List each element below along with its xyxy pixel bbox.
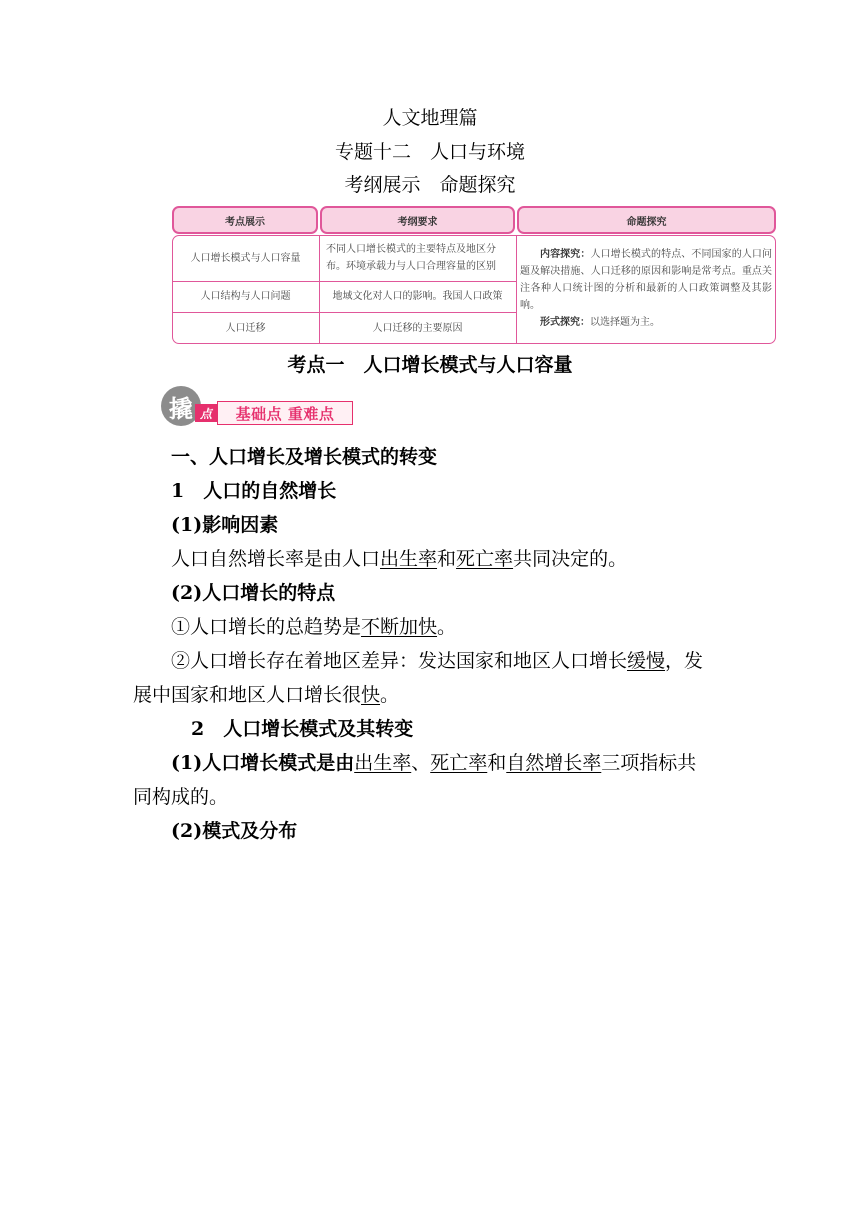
content-explore-label: 内容探究： — [540, 249, 591, 260]
table-cell-requirement: 不同人口增长模式的主要特点及地区分布。环境承载力与人口合理容量的区别 — [326, 244, 496, 272]
form-explore-label: 形式探究： — [540, 317, 590, 328]
paragraph-line: 人口自然增长率是由人口出生率和死亡率共同决定的。 — [171, 548, 628, 570]
header-cell-point: 考点展示 — [172, 206, 318, 234]
section-title: 考点一 人口增长模式与人口容量 — [287, 354, 573, 376]
badge-label: 基础点 重难点 — [217, 401, 353, 425]
column-divider — [516, 235, 517, 344]
answer-blank: 出生率 — [354, 752, 412, 774]
answer-blank: 快 — [361, 684, 381, 706]
table-cell-point: 人口迁移 — [225, 322, 266, 334]
answer-blank: 出生率 — [380, 548, 438, 570]
header-cell-requirement: 考纲要求 — [320, 206, 515, 234]
answer-blank: 不断加快 — [361, 616, 438, 638]
table-cell-point: 人口结构与人口问题 — [200, 291, 291, 302]
pry-icon: 撬 — [161, 386, 201, 426]
syllabus-table — [172, 206, 776, 344]
subheading-factors: (1)影响因素 — [171, 514, 279, 536]
heading-1: 一、人口增长及增长模式的转变 — [171, 446, 438, 468]
header-cell-explore: 命题探究 — [517, 206, 776, 234]
explore-cell — [520, 246, 772, 331]
paragraph-line: ②人口增长存在着地区差异：发达国家和地区人口增长缓慢，发 — [171, 650, 704, 672]
paragraph-line: 同构成的。 — [133, 786, 229, 808]
content-explore-text: 人口增长模式的特点、不同国家的人口问题及解决措施、人口迁移的原因和影响是常考点。重点关注各种人口统计图的分析和最新的人口政策调整及其影响。 — [520, 249, 773, 311]
badge-tab: 点 — [195, 404, 217, 422]
answer-blank: 死亡率 — [456, 548, 514, 570]
heading-1-2: 2 人口增长模式及其转变 — [191, 718, 414, 740]
answer-blank: 缓慢 — [627, 650, 666, 672]
paragraph-line: ①人口增长的总趋势是不断加快。 — [171, 616, 457, 638]
topic-title: 专题十二 人口与环境 — [334, 141, 525, 163]
answer-blank: 死亡率 — [430, 752, 488, 774]
subheading-patterns: (2)模式及分布 — [171, 820, 298, 842]
table-cell-requirement: 人口迁移的主要原因 — [372, 322, 463, 334]
table-cell-requirement: 地域文化对人口的影响。我国人口政策 — [332, 291, 503, 302]
part-title: 人文地理篇 — [382, 107, 478, 129]
paragraph-line: (1)人口增长模式是由出生率、死亡率和自然增长率三项指标共 — [171, 752, 697, 774]
subtitle: 考纲展示 命题探究 — [344, 174, 516, 196]
heading-1-1: 1 人口的自然增长 — [171, 480, 337, 502]
paragraph-line: 展中国家和地区人口增长很快。 — [133, 684, 400, 706]
subheading-features: (2)人口增长的特点 — [171, 582, 336, 604]
form-explore-text: 以选择题为主。 — [590, 317, 660, 328]
answer-blank: 自然增长率 — [506, 752, 602, 774]
basics-badge — [161, 386, 355, 428]
table-cell-point: 人口增长模式与人口容量 — [190, 252, 301, 264]
